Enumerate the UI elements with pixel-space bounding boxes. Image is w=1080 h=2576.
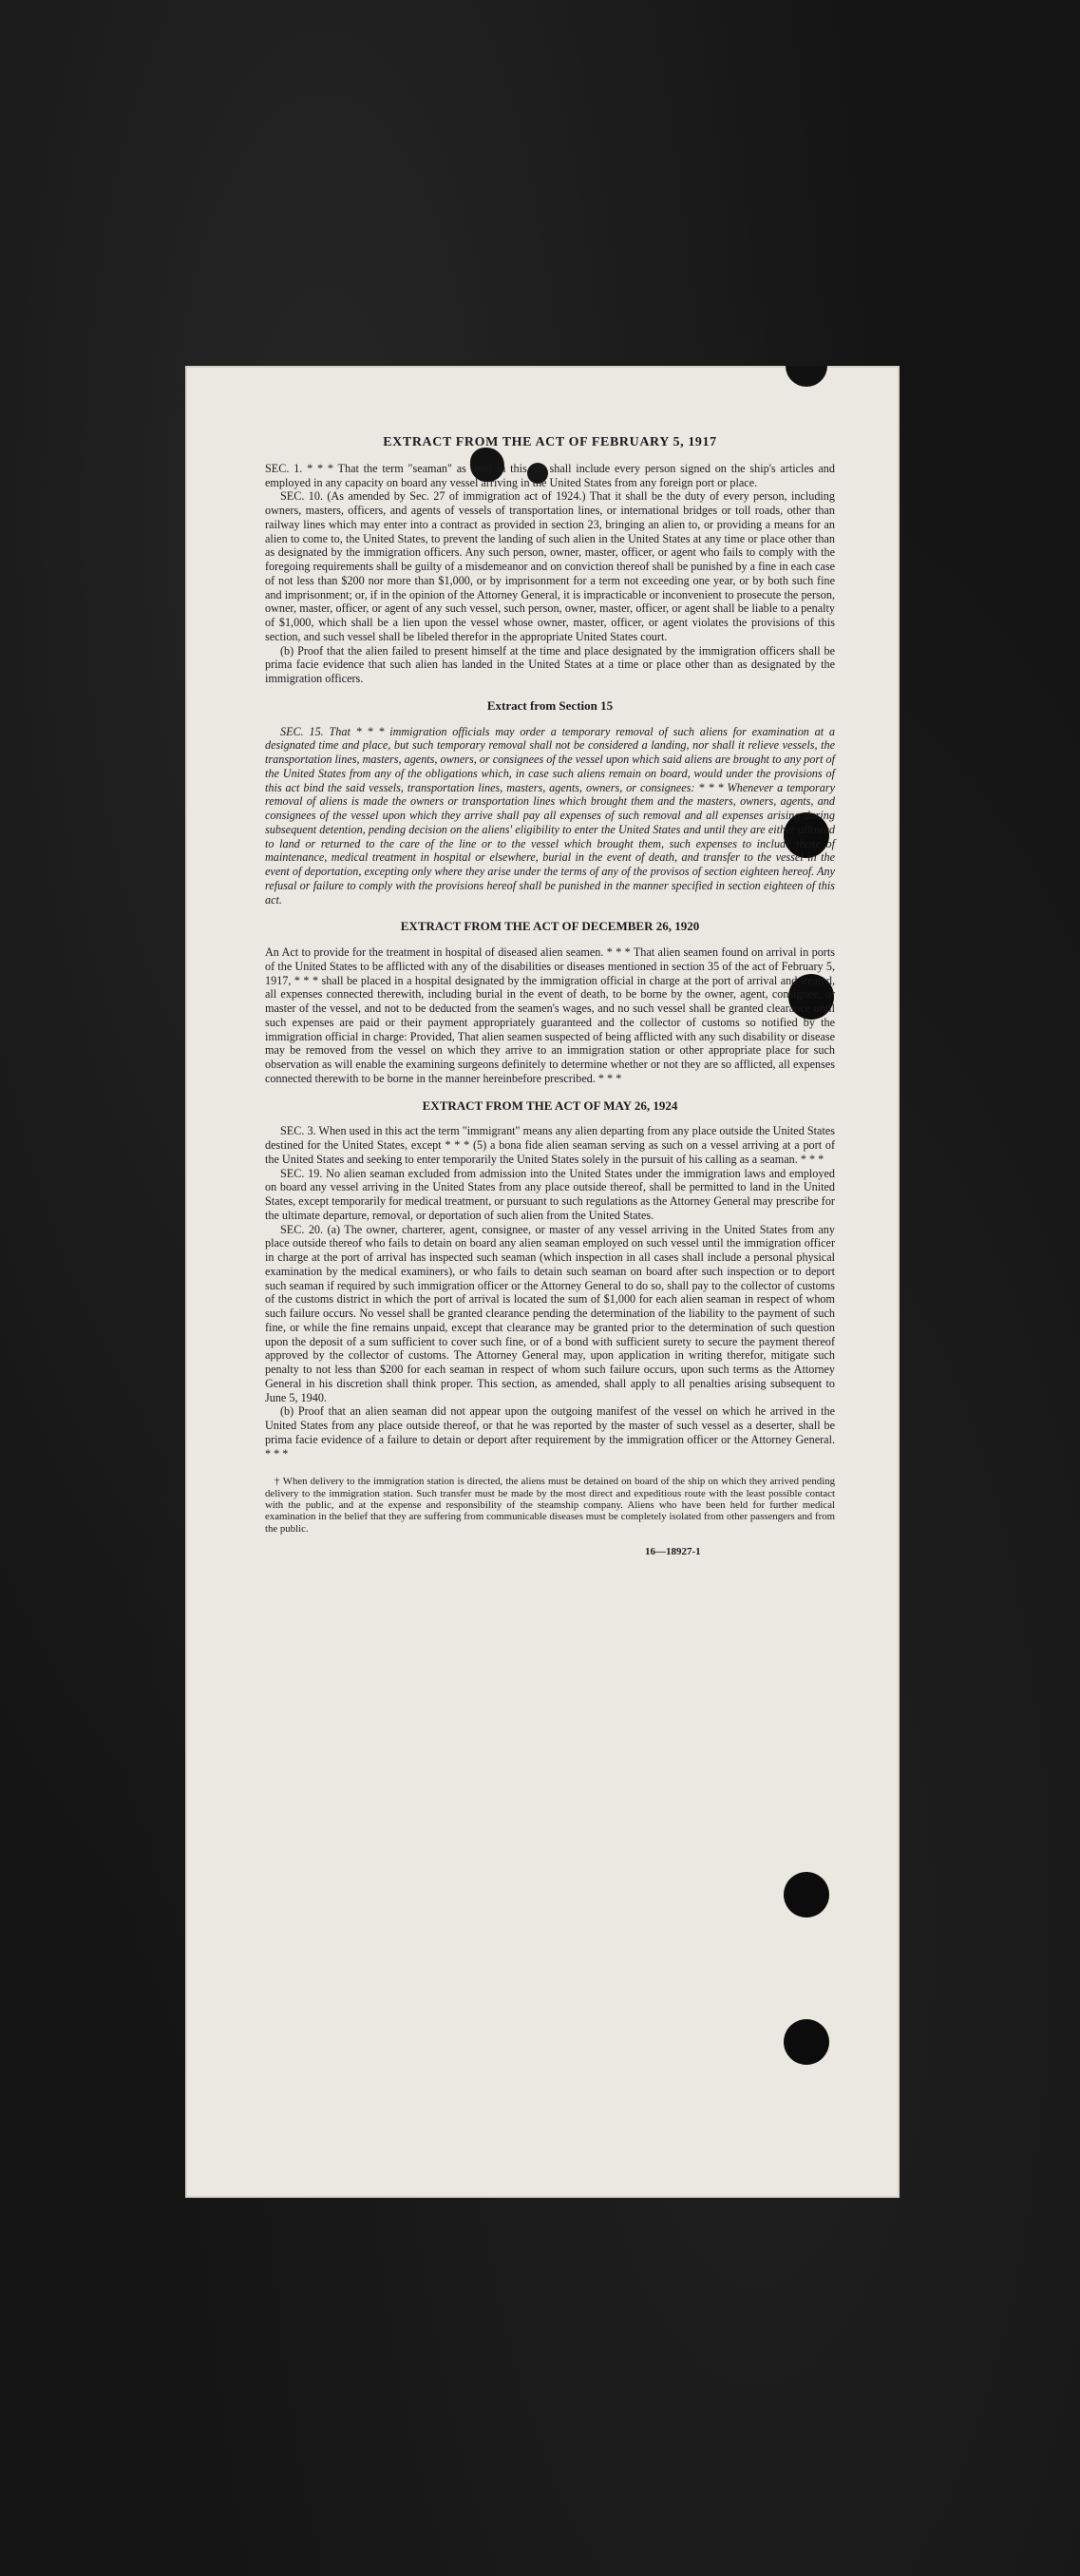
form-number: 16—18927-1	[645, 1546, 701, 1558]
section-19: SEC. 19. No alien seaman excluded from admission into the United States under the immigration laws and employed on board any vessel arriving in the United States from any place outside thereof, shall be permitted to land in the United States, except temporarily for medical treatment, or pursuant to such regulations as the Attorney General may prescribe for the ultimate departure, removal, or deportation of such alien from the United States.	[265, 1166, 835, 1222]
heading-1920: EXTRACT FROM THE ACT OF DECEMBER 26, 1920	[400, 919, 700, 934]
heading-section-15: Extract from Section 15	[486, 697, 614, 713]
section-3: SEC. 3. When used in this act the term "immigrant" means any alien departing from any place outside the United States destined for the United States, except * * * (5) a bona fide alien seaman serving as such on a vessel arriving at a port of the United States and seeking to enter temporarily the United States solely in the pursuit of his calling as a seaman. * * *	[265, 1124, 835, 1166]
section-10-b: (b) Proof that the alien failed to present himself at the time and place designated by the immigration officers shall be prima facie evidence that such alien has landed in the United States at a time or place other than as designated by the immigration officers.	[265, 643, 835, 685]
heading-1924: EXTRACT FROM THE ACT OF MAY 26, 1924	[422, 1097, 678, 1113]
punch-hole	[784, 1872, 829, 1918]
punch-hole	[784, 2019, 829, 2065]
punch-hole-top	[786, 366, 827, 387]
section-15: SEC. 15. That * * * immigration officials may order a temporary removal of such aliens for examination at a designated time and place, but such temporary removal shall not be considered a landing, nor shall it relieve vessels, the transportation lines, masters, agents, owners, or consignees of the vessel upon which said aliens are brought to any port of the United States from any of the obligations which, in case such aliens remain on board, would under the provisions of this act bind the said vessels, transportation lines, masters, agents, owners, or consignees: * * * Whenever a temporary removal of aliens is made the owners or transportation lines which brought them and the masters, owners, agents, and consignees of the vessel upon which they arrive shall pay all expenses of such removal and all expenses arising during subsequent detention, pending decision on the aliens' eligibility to enter the United States and until they are either allowed to land or returned to the care of the line or to the vessel which brought them, such expenses to include those of maintenance, medical treatment in hospital or elsewhere, burial in the event of death, and transfer to the vessel in the event of deportation, excepting only where they arise under the terms of any of the provisos of section eighteen hereof. Any refusal or failure to comply with the provisions hereof shall be punished in the manner specified in section eighteen of this act.	[265, 724, 835, 906]
section-10: SEC. 10. (As amended by Sec. 27 of immigration act of 1924.) That it shall be the duty of every person, including owners, masters, officers, and agents of vessels of transportation lines, or international bridges or toll roads, other than railway lines which may enter into a contract as provided in section 23, bringing an alien to, or providing a means for an alien to come to, the United States, to prevent the landing of such alien in the United States at any time or place other than as designated by the immigration officers. Any such person, owner, master, officer, or agent who fails to comply with the foregoing requirements shall be guilty of a misdemeanor and on conviction thereof shall be punished by a fine in each case of not less than $200 nor more than $1,000, or by imprisonment for a term not exceeding one year, or by both such fine and imprisonment; or, if in the opinion of the Attorney General, it is impracticable or inconvenient to prosecute the person, owner, master, officer, or agent of any such vessel, such person, owner, master, officer, or agent shall be liable to a penalty of $1,000, which shall be a lien upon the vessel whose owner, master, officer, or agent violates the provisions of this section, and such vessel shall be libeled therefor in the appropriate United States court.	[265, 489, 835, 643]
heading-1917: EXTRACT FROM THE ACT OF FEBRUARY 5, 1917	[383, 435, 717, 449]
section-20-b: (b) Proof that an alien seaman did not appear upon the outgoing manifest of the vessel on which he arrived in the United States from any place outside thereof, or that he was reported by the master of such vessel as a deserter, shall be prima facie evidence of a failure to detain or deport after requirement by the immigration officer or the Attorney General. * * *	[265, 1404, 835, 1460]
section-20-a: SEC. 20. (a) The owner, charterer, agent, consignee, or master of any vessel arriving in the United States from any place outside thereof who fails to detain on board any alien seaman employed on such vessel until the immigration officer in charge at the port of arrival has inspected such seaman (which inspection in all cases shall include a personal physical examination by the medical examiners), or who fails to detain such seaman on board after such inspection or to deport such seaman if required by such immigration officer or the Attorney General to do so, shall pay to the collector of customs of the customs district in which the port of arrival is located the sum of $1,000 for each alien seaman in respect of whom such failure occurs. No vessel shall be granted clearance pending the determination of the liability to the payment of such fine, or while the fine remains unpaid, except that clearance may be granted prior to the determination of such question upon the deposit of a sum sufficient to cover such fine, or of a bond with sufficient surety to secure the payment thereof approved by the collector of customs. The Attorney General may, upon application in writing therefor, mitigate such penalty to not less than $200 for each seaman in respect of whom such failure occurs, upon such terms as the Attorney General in his discretion shall think proper. This section, as amended, shall apply to all penalties arising subsequent to June 5, 1940.	[265, 1222, 835, 1404]
footnote: † When delivery to the immigration station is directed, the aliens must be detained on board of the ship on which they arrived pending delivery to the immigration station. Such transfer must be made by the most direct and expeditious route with the least possible contact with the public, and at the expense and responsibility of the steamship company. Aliens who have been held for further medical examination in the belief that they are suffering from communicable diseases must be completely isolated from other passengers and from the public.	[265, 1476, 835, 1535]
act-1920-text: An Act to provide for the treatment in hospital of diseased alien seamen. * * * That alien seamen found on arrival in ports of the United States to be afflicted with any of the disabilities or diseases mentioned in section 35 of the act of February 5, 1917, * * * shall be placed in a hospital designated by the immigration official in charge at the port of arrival and treated, all expenses connected therewith, including burial in the event of death, to be borne by the owner, agent, consignee, or master of the vessel, and not to be deducted from the seamen's wages, and no such vessel shall be granted clearance until such expenses are paid or their payment appropriately guaranteed and the collector of customs so notified by the immigration official in charge: Provided, That alien seamen suspected of being afflicted with any such disability or disease may be removed from the vessel on which they arrive to an immigration station or other appropriate place for such observation as will enable the examining surgeons definitely to determine whether or not they are so afflicted, all expenses connected therewith to be borne in the manner hereinbefore prescribed. * * *	[265, 945, 835, 1085]
document-text	[265, 436, 835, 1559]
section-1: SEC. 1. * * * That the term "seaman" as used in this act shall include every person signed on the ship's articles and employed in any capacity on board any vessel arriving in the United States from any foreign port or place.	[265, 461, 835, 489]
document-page	[185, 366, 900, 2198]
